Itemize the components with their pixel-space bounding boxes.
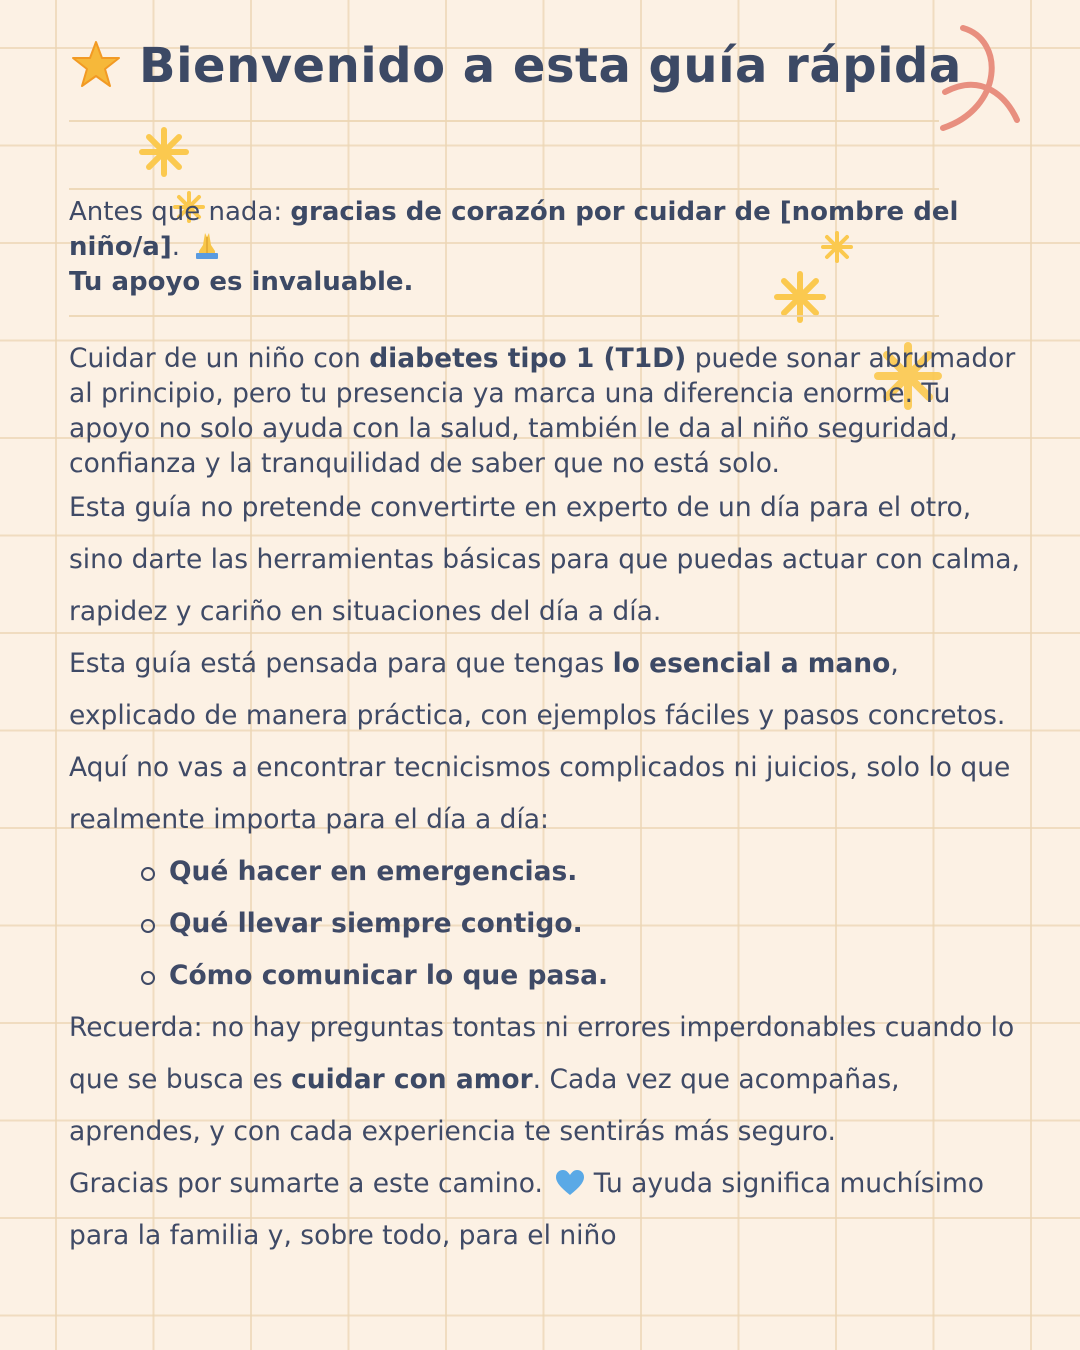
- list-item: Cómo comunicar lo que pasa.: [169, 950, 1029, 1002]
- sparkle-icon: [138, 126, 190, 178]
- p4-rest: . Cada vez que acompañas, aprendes, y con cada experiencia te sentirás más seguro.: [69, 1064, 900, 1147]
- intro-lead: Antes que nada:: [69, 197, 291, 227]
- paragraph-closing: [69, 1158, 1029, 1262]
- intro-after: .: [171, 232, 180, 262]
- list-item: Qué hacer en emergencias.: [169, 846, 1029, 898]
- divider: [69, 120, 939, 122]
- p3-rest: , explicado de manera práctica, con ejemplos fáciles y pasos concretos. Aquí no vas a encontrar tecnicismos complicados ni juicios, solo lo que realmente importa para el día a día:: [69, 648, 1011, 835]
- p3-essentials: lo esencial a mano: [612, 648, 891, 679]
- p1-rest: puede sonar abrumador al principio, pero tu presencia ya marca una diferencia enorme. Tu apoyo no solo ayuda con la salud, también le da al niño seguridad, confianza y la tranquilidad de saber que no está solo.: [69, 343, 1016, 479]
- key-points-list: [69, 846, 1029, 1002]
- star-icon: [69, 39, 123, 93]
- closing-lead: Gracias por sumarte a este camino.: [69, 1168, 543, 1199]
- p3-lead: Esta guía está pensada para que tengas: [69, 648, 613, 679]
- closing-rest: Tu ayuda significa muchísimo para la familia y, sobre todo, para el niño: [69, 1168, 984, 1251]
- title-row: [69, 38, 962, 94]
- p1-lead: Cuidar de un niño con: [69, 343, 370, 374]
- intro-thanks: gracias de corazón por cuidar de [nombre del niño/a]: [69, 197, 959, 262]
- p1-diabetes: diabetes tipo 1 (T1D): [369, 343, 687, 374]
- paragraph-diabetes: [69, 341, 1029, 481]
- page-title: Bienvenido a esta guía rápida: [139, 38, 962, 94]
- paragraph-essentials: [69, 638, 1029, 846]
- intro-support: Tu apoyo es invaluable.: [69, 267, 414, 297]
- p4-love: cuidar con amor: [291, 1064, 533, 1095]
- body-flow: [69, 482, 1029, 1262]
- p4-lead: Recuerda: no hay preguntas tontas ni errores imperdonables cuando lo que se busca es: [69, 1012, 1015, 1095]
- paragraph-reminder: [69, 1002, 1029, 1158]
- list-item: Qué llevar siempre contigo.: [169, 898, 1029, 950]
- folded-hands-icon: [192, 231, 222, 259]
- divider: [69, 315, 939, 317]
- intro-paragraph: [69, 195, 1029, 300]
- divider: [69, 188, 939, 190]
- paragraph-purpose: Esta guía no pretende convertirte en experto de un día para el otro, sino darte las herramientas básicas para que puedas actuar con calma, rapidez y cariño en situaciones del día a día.: [69, 492, 1020, 627]
- blue-heart-icon: [555, 1169, 585, 1196]
